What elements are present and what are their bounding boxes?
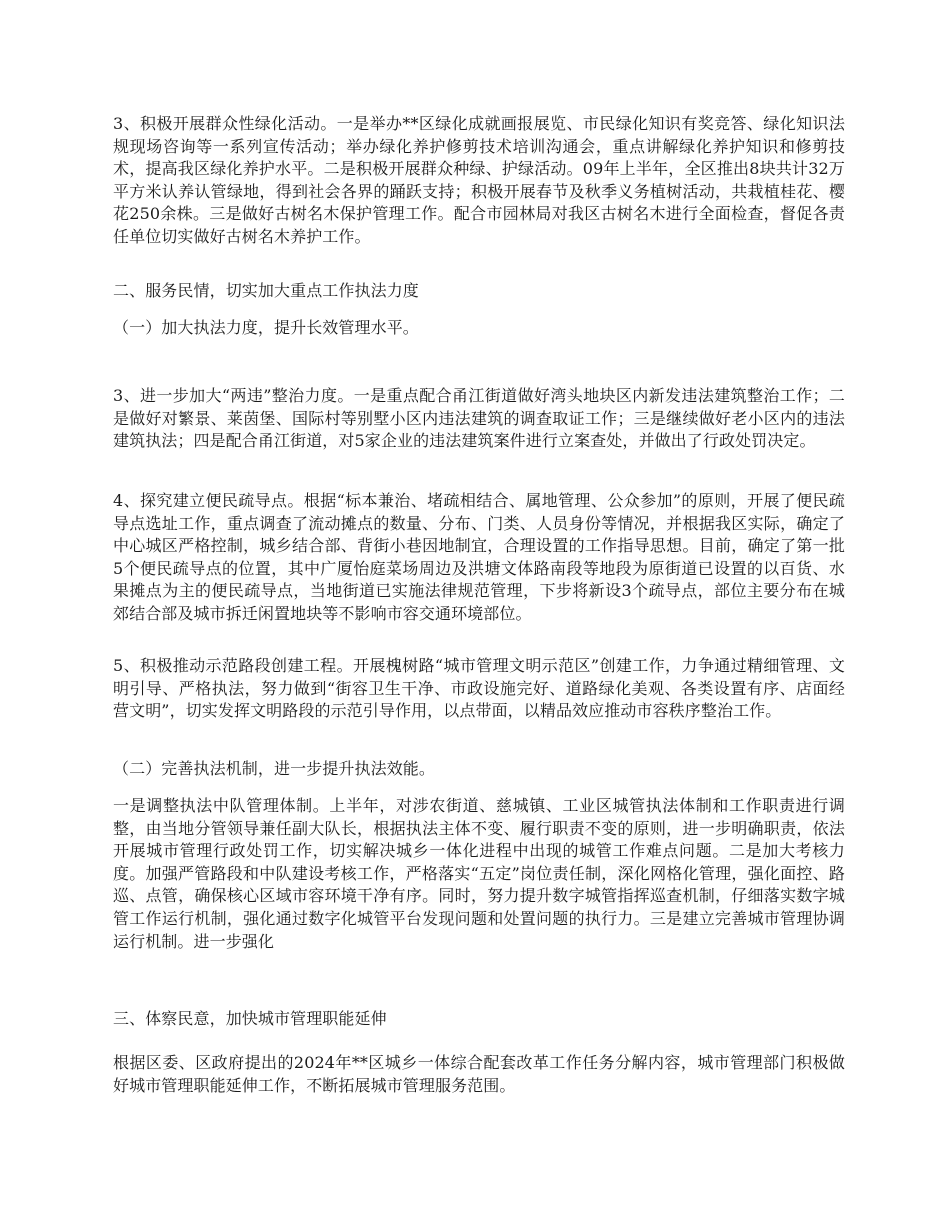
- section-heading-public-will: 三、体察民意，加快城市管理职能延伸: [113, 1009, 387, 1028]
- subheading-mechanism: （二）完善执法机制，进一步提升执法效能。: [113, 759, 436, 778]
- paragraph-greening-activities: 3、积极开展群众性绿化活动。一是举办**区绿化成就画报展览、市民绿化知识有奖竞答、绿化知识法规现场咨询等一系列宣传活动；举办绿化养护修剪技术培训沟通会，重点讲解绿化养护知识和修剪技术，提高我区绿化养护水平。二是积极开展群众种绿、护绿活动。09年上半年，全区推出8块共计32万平方米认养认管绿地，得到社会各界的踊跃支持；积极开展春节及秋季义务植树活动，共栽植桂花、樱花250余株。三是做好古树名木保护管理工作。配合市园林局对我区古树名木进行全面检查，督促各责任单位切实做好古树名木养护工作。: [113, 114, 845, 246]
- paragraph-squad-management: 一是调整执法中队管理体制。上半年，对涉农街道、慈城镇、工业区城管执法体制和工作职责进行调整，由当地分管领导兼任副大队长，根据执法主体不变、履行职责不变的原则，进一步明确职责，依法开展城市管理行政处罚工作，切实解决城乡一体化进程中出现的城管工作难点问题。二是加大考核力度。加强严管路段和中队建设考核工作，严格落实“五定”岗位责任制，深化网格化管理，强化面控、路巡、点管，确保核心区域市容环境干净有序。同时，努力提升数字城管指挥巡查机制，仔细落实数字城管工作运行机制，强化通过数字化城管平台发现问题和处置问题的执行力。三是建立完善城市管理协调运行机制。进一步强化: [113, 796, 845, 951]
- paragraph-two-violations: 3、进一步加大“两违”整治力度。一是重点配合甬江街道做好湾头地块区内新发违法建筑整治工作；二是做好对繁景、莱茵堡、国际村等别墅小区内违法建筑的调查取证工作；三是继续做好老小区内的违法建筑执法；四是配合甬江街道，对5家企业的违法建筑案件进行立案查处，并做出了行政处罚决定。: [113, 386, 845, 451]
- paragraph-function-extension: 根据区委、区政府提出的2024年**区城乡一体综合配套改革工作任务分解内容，城市管理部门积极做好城市管理职能延伸工作，不断拓展城市管理服务范围。: [113, 1053, 845, 1095]
- paragraph-model-road: 5、积极推动示范路段创建工程。开展槐树路“城市管理文明示范区”创建工作，力争通过精细管理、文明引导、严格执法，努力做到“街容卫生干净、市政设施完好、道路绿化美观、各类设置有序、店面经营文明”，切实发挥文明路段的示范引导作用，以点带面，以精品效应推动市容秩序整治工作。: [113, 656, 845, 721]
- subheading-enforcement: （一）加大执法力度，提升长效管理水平。: [113, 318, 419, 337]
- section-heading-service: 二、服务民情，切实加大重点工作执法力度: [113, 281, 419, 300]
- paragraph-convenience-points: 4、探究建立便民疏导点。根据“标本兼治、堵疏相结合、属地管理、公众参加”的原则，开展了便民疏导点选址工作，重点调查了流动摊点的数量、分布、门类、人员身份等情况，并根据我区实际，确定了中心城区严格控制，城乡结合部、背街小巷因地制宜，合理设置的工作指导思想。目前，确定了第一批5个便民疏导点的位置，其中广厦怡庭菜场周边及洪塘文体路南段等地段为原街道已设置的以百货、水果摊点为主的便民疏导点，当地街道已实施法律规范管理，下步将新设3个疏导点，部位主要分布在城郊结合部及城市拆迁闲置地块等不影响市容交通环境部位。: [113, 491, 845, 623]
